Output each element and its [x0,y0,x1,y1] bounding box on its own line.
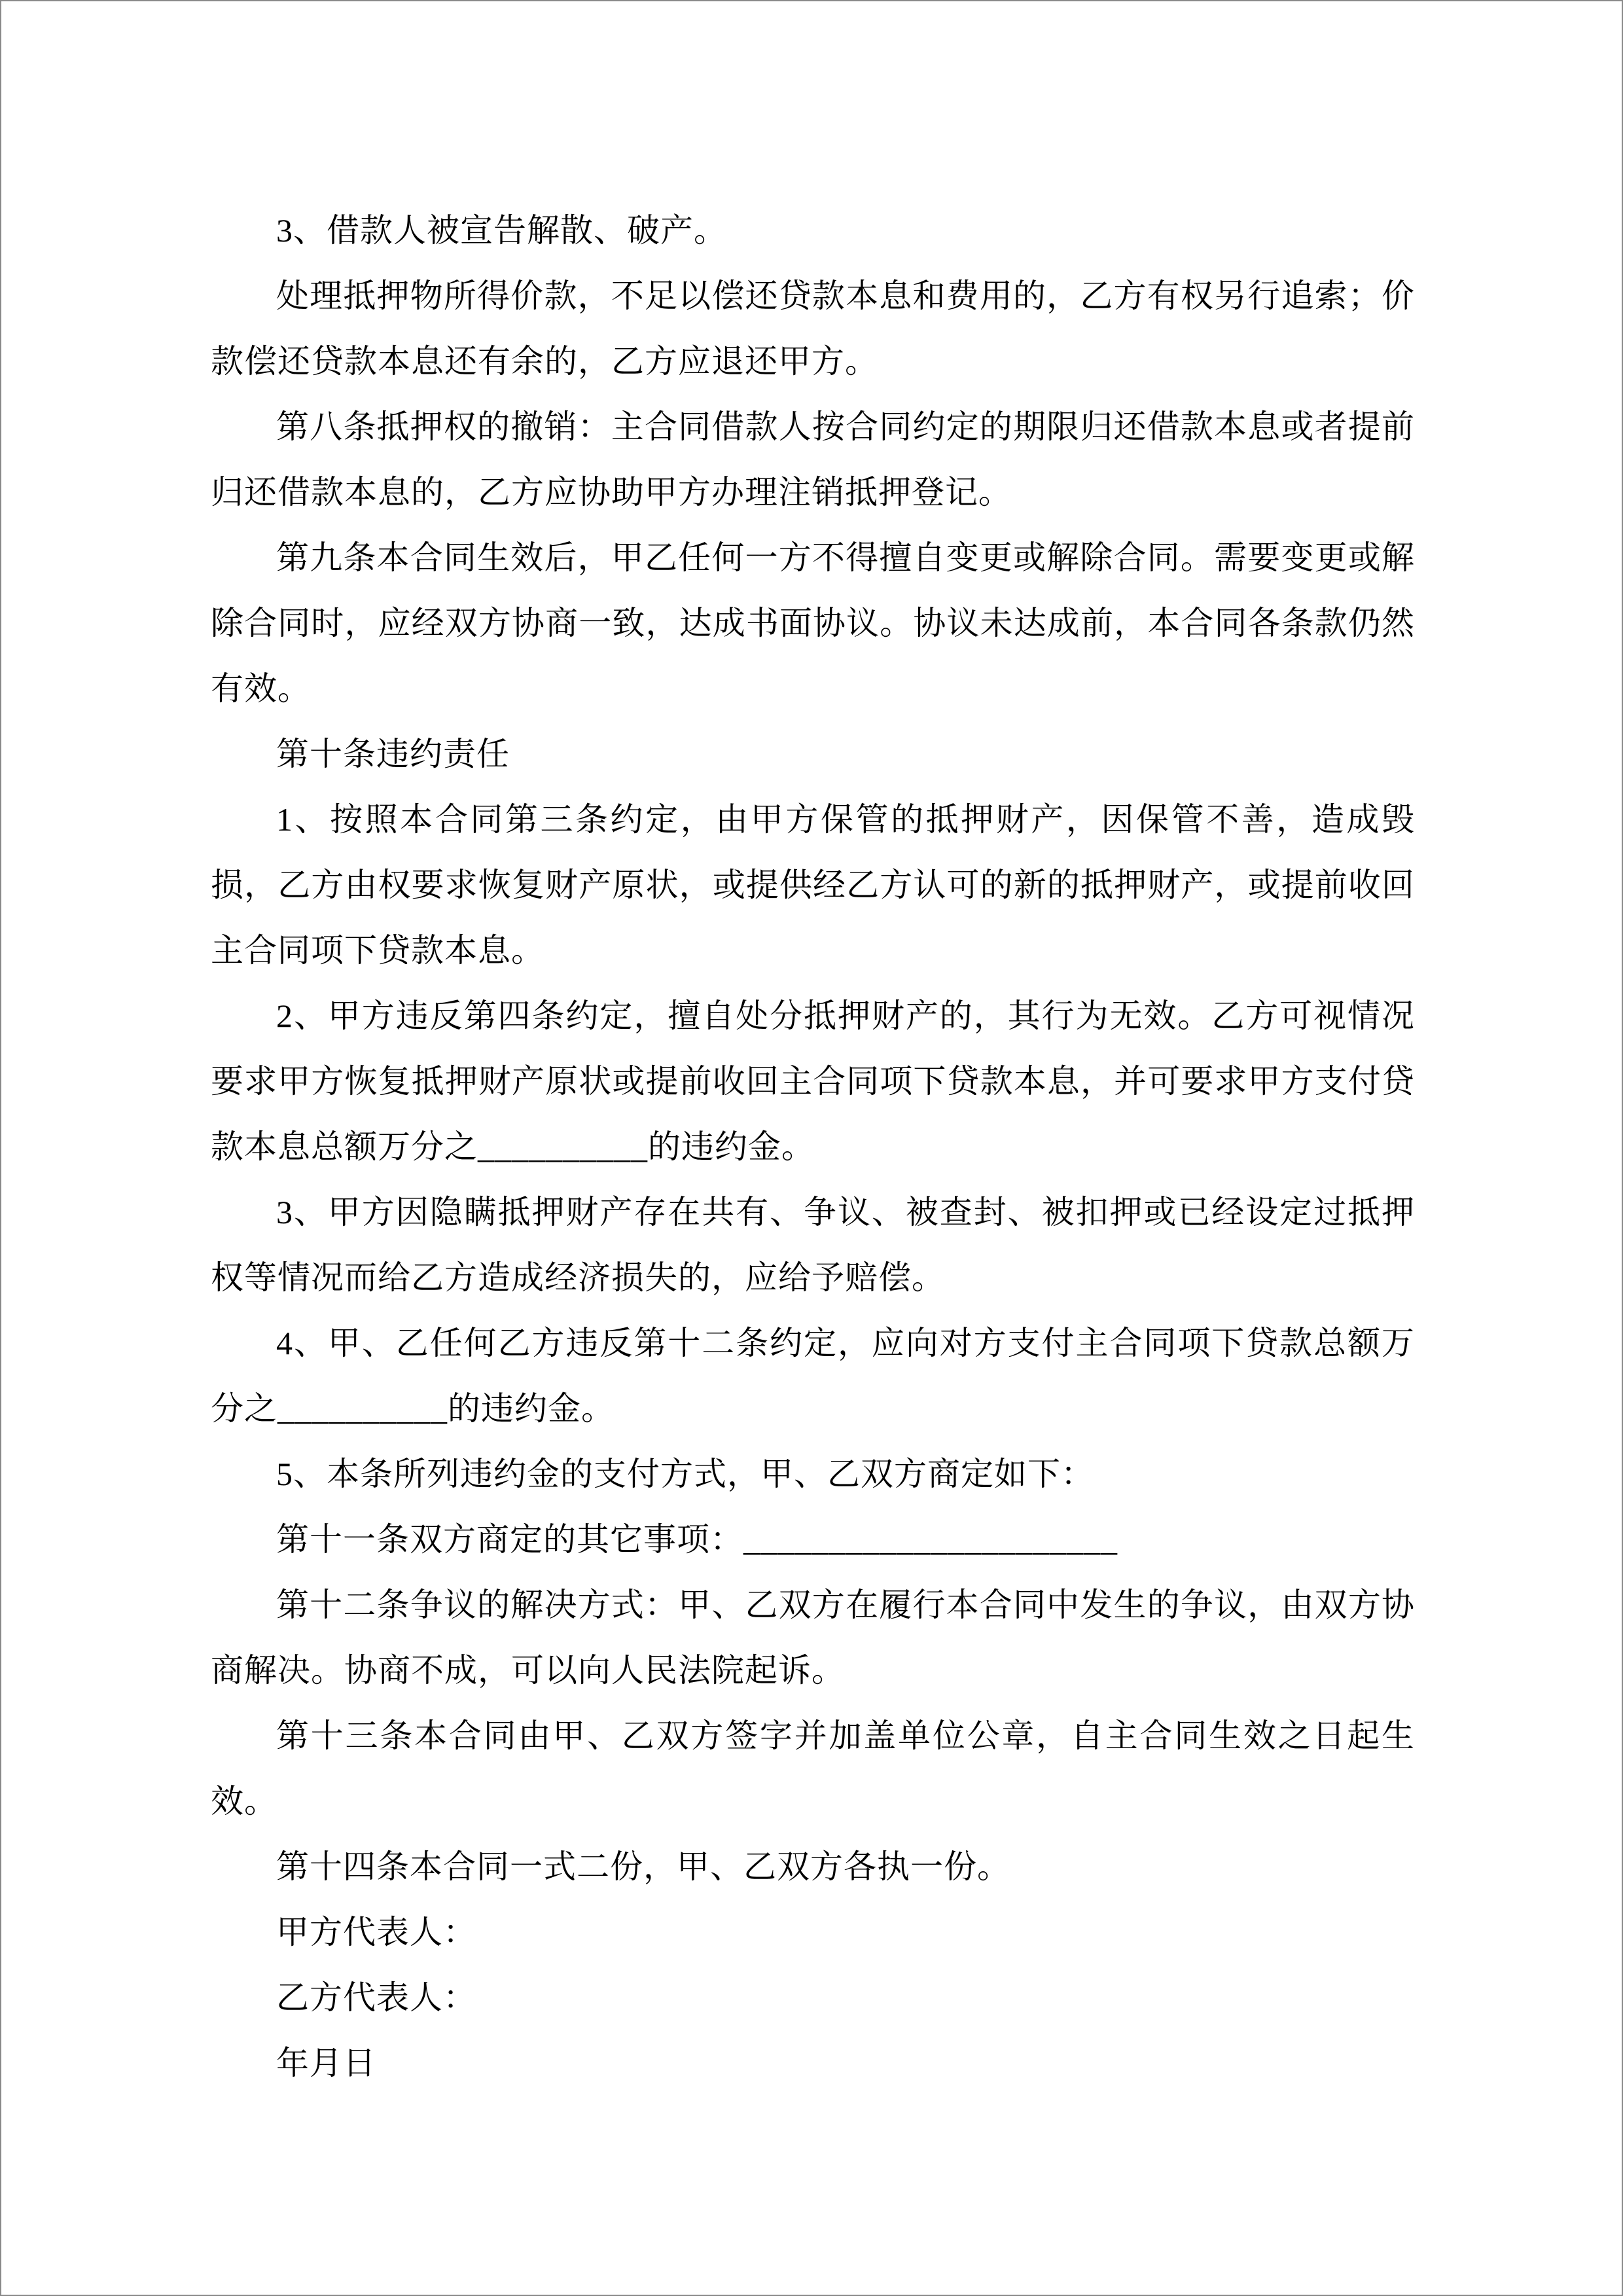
paragraph-clause-10-liability-heading: 第十条违约责任 [276,736,510,772]
paragraph-clause-8-mortgage-cancellation: 第八条抵押权的撤销：主合同借款人按合同约定的期限归还借款本息或者提前归还借款本息的，乙方应协助甲方办理注销抵押登记。 [211,408,1415,511]
paragraph-party-a-representative: 甲方代表人： [276,1914,476,1950]
paragraph-liability-item-1: 1、按照本合同第三条约定，由甲方保管的抵押财产，因保管不善，造成毁损，乙方由权要求恢复财产原状，或提供经乙方认可的新的抵押财产，或提前收回主合同项下贷款本息。 [211,801,1415,969]
paragraph-clause-13-effectiveness: 第十三条本合同由甲、乙双方签字并加盖单位公章，自主合同生效之日起生效。 [211,1717,1415,1820]
document-content [211,198,1415,2096]
paragraph-clause-11-other-matters: 第十一条双方商定的其它事项：______________________ [276,1521,1118,1558]
paragraph-clause-12-dispute-resolution: 第十二条争议的解决方式：甲、乙双方在履行本合同中发生的争议，由双方协商解决。协商不成，可以向人民法院起诉。 [211,1587,1415,1689]
paragraph-liability-item-3: 3、甲方因隐瞒抵押财产存在共有、争议、被查封、被扣押或已经设定过抵押权等情况而给乙方造成经济损失的，应给予赔偿。 [211,1194,1415,1296]
paragraph-clause-9-modification: 第九条本合同生效后，甲乙任何一方不得擅自变更或解除合同。需要变更或解除合同时，应经双方协商一致，达成书面协议。协议未达成前，本合同各条款仍然有效。 [211,539,1415,707]
paragraph-liability-item-2: 2、甲方违反第四条约定，擅自处分抵押财产的，其行为无效。乙方可视情况要求甲方恢复抵押财产原状或提前收回主合同项下贷款本息，并可要求甲方支付贷款本息总额万分之__________的违约金。 [211,997,1415,1165]
paragraph-dissolution-bankruptcy: 3、借款人被宣告解散、破产。 [276,212,727,249]
paragraph-date-line: 年月日 [276,2045,376,2081]
paragraph-clause-14-copies: 第十四条本合同一式二份，甲、乙双方各执一份。 [276,1848,1010,1885]
paragraph-proceeds-disposal: 处理抵押物所得价款，不足以偿还贷款本息和费用的，乙方有权另行追索；价款偿还贷款本息还有余的，乙方应退还甲方。 [211,278,1415,380]
paragraph-party-b-representative: 乙方代表人： [276,1979,476,2016]
paragraph-liability-item-5: 5、本条所列违约金的支付方式，甲、乙双方商定如下： [276,1456,1094,1492]
paragraph-liability-item-4: 4、甲、乙任何乙方违反第十二条约定，应向对方支付主合同项下贷款总额万分之__________的违约金。 [211,1325,1415,1427]
